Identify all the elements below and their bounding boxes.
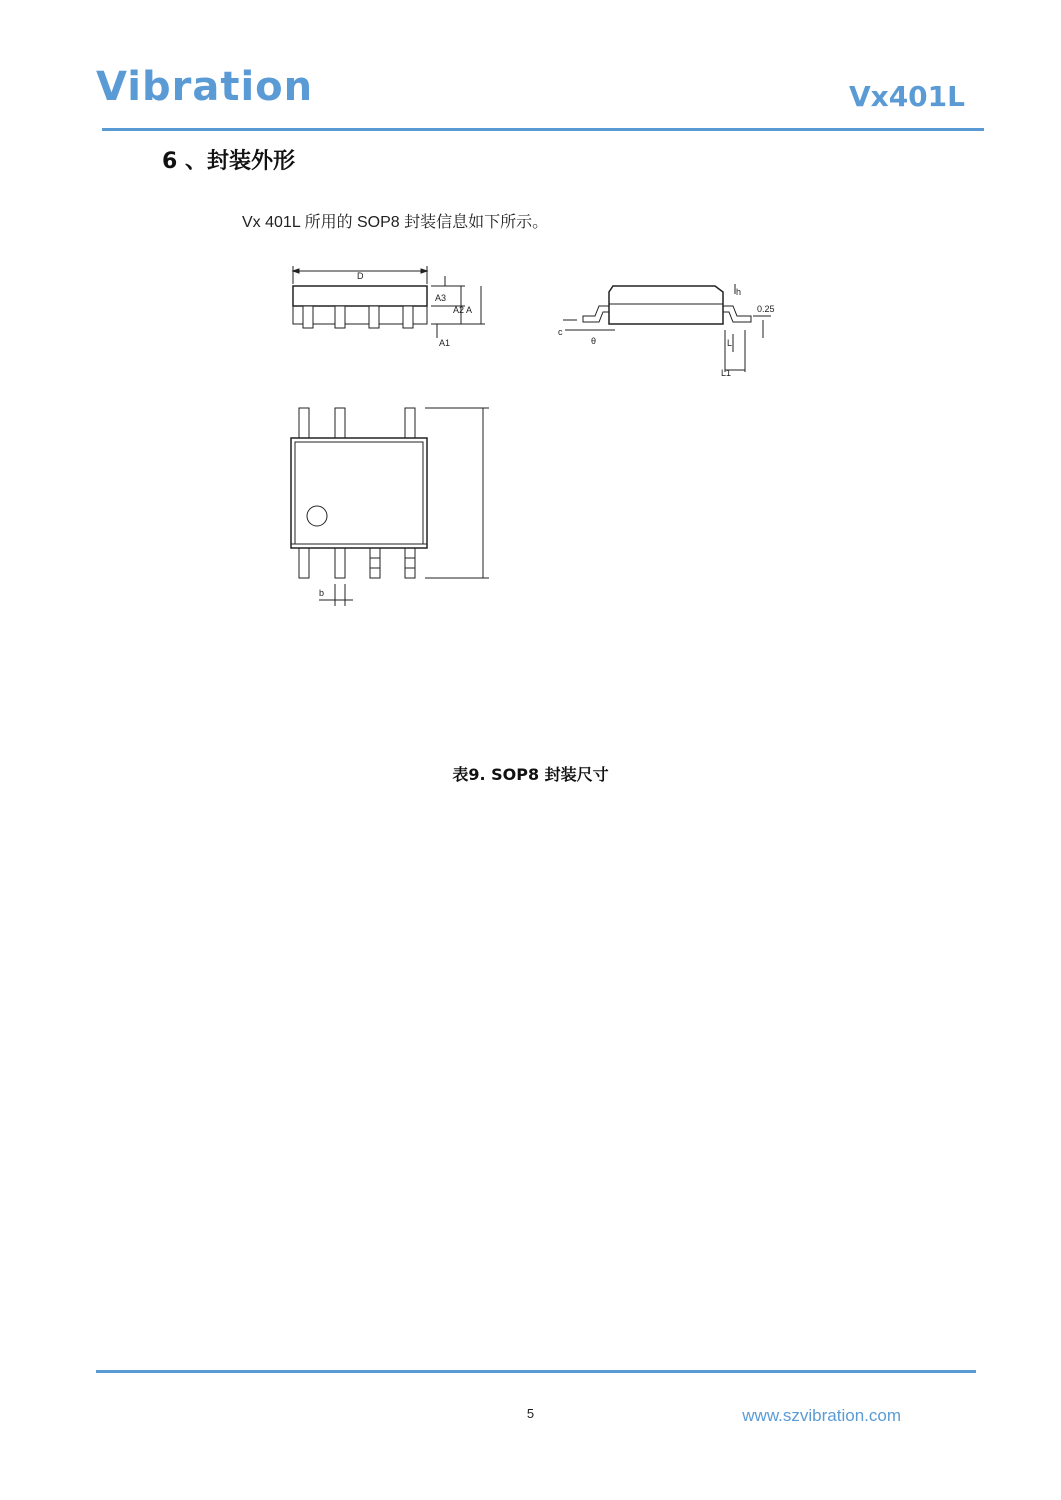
dimension-label-a1: A1 <box>439 338 451 348</box>
dimension-label-d: D <box>357 271 364 281</box>
sop8-side-view-diagram <box>285 262 500 354</box>
dimension-label-theta: θ <box>591 336 597 346</box>
dimension-label-a2-a: A2 A <box>453 305 473 315</box>
sop8-top-view-diagram <box>285 400 500 610</box>
table-caption: 表9. SOP8 封装尺寸 <box>452 765 609 784</box>
section-title: 6 、封装外形 <box>162 149 295 174</box>
header-divider <box>102 128 984 131</box>
dimension-label-a3: A3 <box>435 293 447 303</box>
footer-divider <box>96 1370 976 1373</box>
website-link[interactable]: www.szvibration.com <box>742 1406 901 1425</box>
dimension-label-l: L <box>727 338 733 348</box>
document-model-number: Vx401L <box>848 80 965 113</box>
dimension-label-b: b <box>319 588 325 598</box>
dimension-label-c: c <box>558 327 563 337</box>
sop8-end-view-diagram <box>555 272 780 380</box>
dimension-label-h: h <box>736 287 742 297</box>
page-number: 5 <box>526 1406 535 1421</box>
dimension-label-l1: L1 <box>721 368 732 378</box>
section-intro-text: Vx 401L 所用的 SOP8 封装信息如下所示。 <box>242 214 549 231</box>
dimension-label-025: 0.25 <box>757 304 775 314</box>
brand-logo: Vibration <box>96 64 314 110</box>
